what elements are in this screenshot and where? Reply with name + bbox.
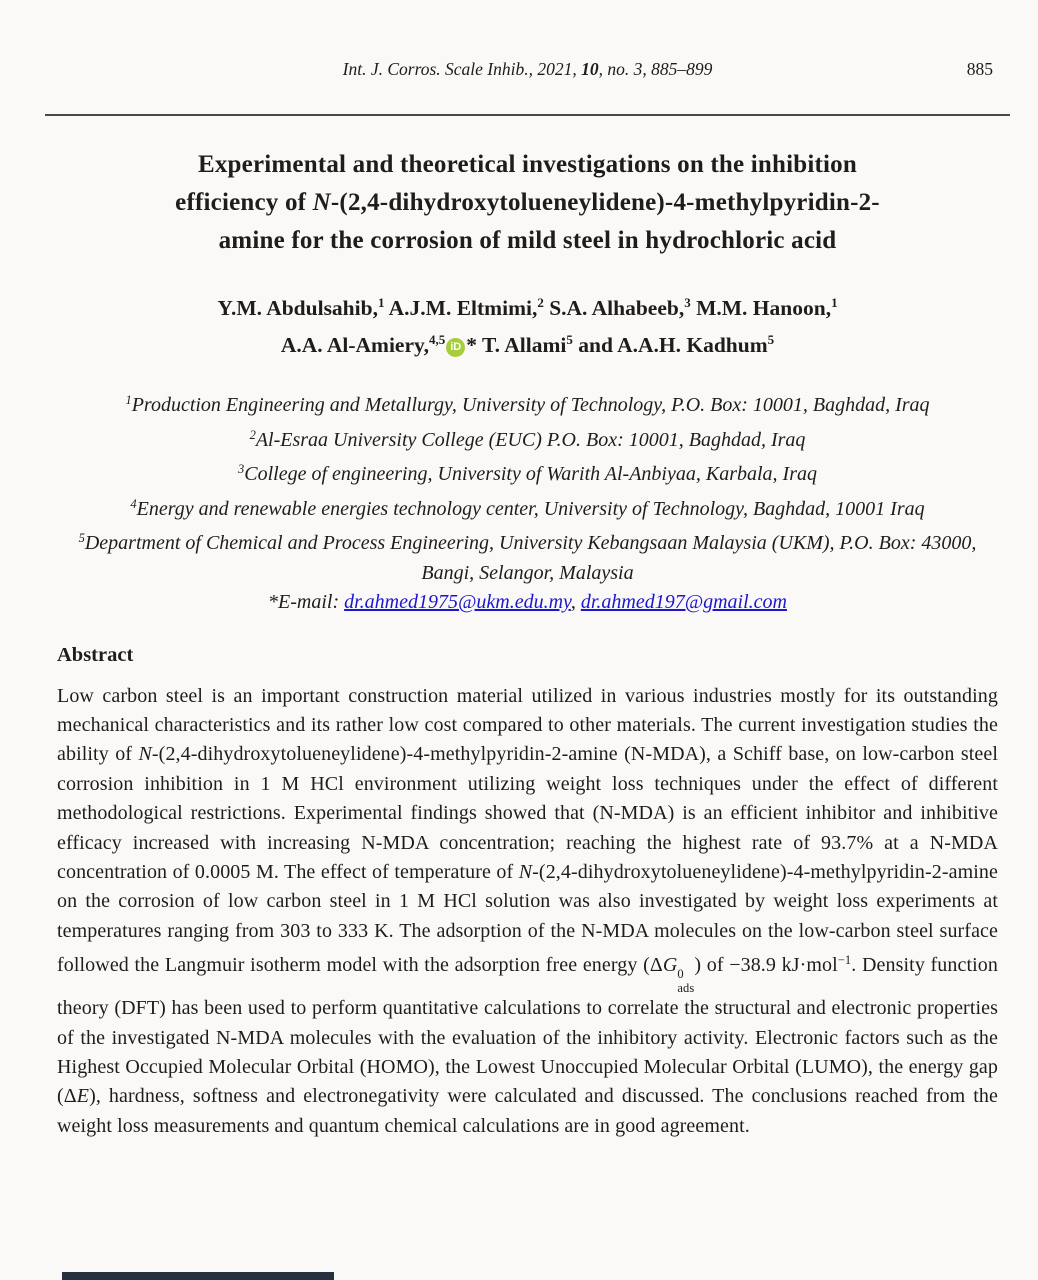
free-energy-supsub <box>677 968 694 994</box>
email-link-2[interactable]: dr.ahmed197@gmail.com <box>580 591 787 613</box>
title-line-3: amine for the corrosion of mild steel in hydrochloric acid <box>218 227 837 254</box>
abstract-text-segment: ) of −38.9 kJ·mol <box>694 954 838 977</box>
authors-line-2 <box>57 324 998 361</box>
affiliations <box>57 386 998 618</box>
author: T. Allami <box>476 333 567 357</box>
author-affil-sup: 1 <box>377 295 385 310</box>
journal-ref-pre: Int. J. Corros. Scale Inhib., 2021, <box>342 59 582 79</box>
author-affil-sup: 2 <box>537 295 544 310</box>
title-line-2: efficiency of N-(2,4-dihydroxytolueneylidene)-4-methylpyridin-2- <box>175 189 880 216</box>
header-divider <box>45 114 1010 116</box>
corresponding-author-asterisk: * <box>466 333 477 357</box>
energy-gap-symbol: E <box>76 1085 90 1108</box>
free-energy-superscript: 0 <box>677 967 684 982</box>
author-affil-sup: 5 <box>767 332 775 347</box>
author-affil-sup: 3 <box>684 295 691 310</box>
email-line <box>57 588 998 618</box>
page-number: 885 <box>966 59 993 79</box>
email-link-1[interactable]: dr.ahmed1975@ukm.edu.my <box>344 591 571 613</box>
abstract-text-segment: . Density function theory (DFT) has been used to perform quantitative calculations to correlate the structural and electronic properties of the investigated N-MDA molecules with the evaluation of the inhibitory activity. Electronic factors such as the Highest Occupied Molecular Orbital (HOMO), the Lowest Unoccupied Molecular Orbital (LUMO), the energy gap (Δ <box>57 954 999 1108</box>
mol-exponent: −1 <box>837 953 852 968</box>
abstract-italic-n: N <box>518 860 533 883</box>
authors-line-1 <box>57 287 998 324</box>
affiliation-number: 3 <box>238 462 245 476</box>
affiliation-number: 5 <box>78 531 85 545</box>
author-affil-sup: 5 <box>566 332 573 347</box>
title-line-1: Experimental and theoretical investigations on the inhibition <box>197 151 857 178</box>
author: A.A. Al-Amiery, <box>280 333 429 357</box>
author: A.J.M. Eltmimi, <box>384 296 538 320</box>
affiliation-text: Production Engineering and Metallurgy, University of Technology, P.O. Box: 10001, Baghdad, Iraq <box>131 394 930 416</box>
orcid-icon[interactable]: iD <box>446 338 465 357</box>
author: M.M. Hanoon, <box>690 296 832 320</box>
author: and A.A.H. Kadhum <box>572 333 768 357</box>
title-italic-n: N <box>312 189 331 216</box>
affiliation-number: 2 <box>249 427 256 442</box>
affiliation-item <box>57 386 998 421</box>
author-list <box>57 287 998 361</box>
author-affil-sup: 1 <box>831 295 838 310</box>
affiliation-text: College of engineering, University of Warith Al-Anbiyaa, Karbala, Iraq <box>244 463 817 485</box>
affiliation-text: Energy and renewable energies technology center, University of Technology, Baghdad, 10001 Iraq <box>136 497 925 520</box>
affiliation-item <box>57 421 998 456</box>
paper-title <box>57 146 998 260</box>
scan-artifact-bar <box>62 1272 334 1280</box>
author: Y.M. Abdulsahib, <box>217 296 378 320</box>
journal-ref-post: , no. 3, 885–899 <box>598 59 713 79</box>
journal-reference <box>343 59 713 79</box>
affiliation-item <box>57 524 998 588</box>
email-label: *E-mail: <box>268 591 345 613</box>
author-affil-sup: 4,5 <box>428 332 446 347</box>
affiliation-item <box>57 455 998 490</box>
abstract-text-segment: -(2,4-dihydroxytolueneylidene)-4-methylpyridin-2-amine on the corrosion of low carbon steel in 1 M HCl solution was also investigated by weight loss experiments at temperatures ranging from 303 to 333 K. The adsorption of the N-MDA molecules on the low-carbon steel surface followed the Langmuir isotherm model with the adsorption free energy (Δ <box>57 860 998 977</box>
abstract-text-segment: ), hardness, softness and electronegativity were calculated and discussed. The conclusions reached from the weight loss measurements and quantum chemical calculations are in good agreement. <box>57 1085 998 1137</box>
affiliation-item <box>57 490 998 525</box>
email-separator: , <box>570 591 581 613</box>
abstract-heading: Abstract <box>57 643 134 666</box>
journal-header <box>57 58 998 80</box>
affiliation-text: Al-Esraa University College (EUC) P.O. Box: 10001, Baghdad, Iraq <box>255 428 806 451</box>
abstract-italic-n: N <box>138 743 152 766</box>
affiliation-text: Department of Chemical and Process Engineering, University Kebangsaan Malaysia (UKM), P.O. Box: 43000, Bangi, Selangor, Malaysia <box>84 532 977 584</box>
affiliation-number: 4 <box>130 496 137 511</box>
affiliation-number: 1 <box>125 393 132 407</box>
free-energy-subscript: ads <box>677 980 695 995</box>
journal-volume: 10 <box>581 59 599 79</box>
author: S.A. Alhabeeb, <box>543 296 685 320</box>
abstract-text-segment: -(2,4-dihydroxytolueneylidene)-4-methylpyridin-2-amine (N-MDA), a Schiff base, on low-carbon steel corrosion inhibition in 1 M HCl environment utilizing weight loss techniques under the effect of different methodological restrictions. Experimental findings showed that (N-MDA) is an efficient inhibitor and inhibitive efficacy increased with increasing N-MDA concentration; reaching the highest rate of 93.7% at a N-MDA concentration of 0.0005 M. The effect of temperature of <box>57 743 998 883</box>
abstract-text-segment: Low carbon steel is an important construction material utilized in various industries mostly for its outstanding mechanical characteristics and its rather low cost compared to other materials. The current investigation studies the ability of <box>57 684 998 766</box>
free-energy-symbol: G <box>662 954 678 977</box>
abstract-paragraph <box>57 682 998 1142</box>
